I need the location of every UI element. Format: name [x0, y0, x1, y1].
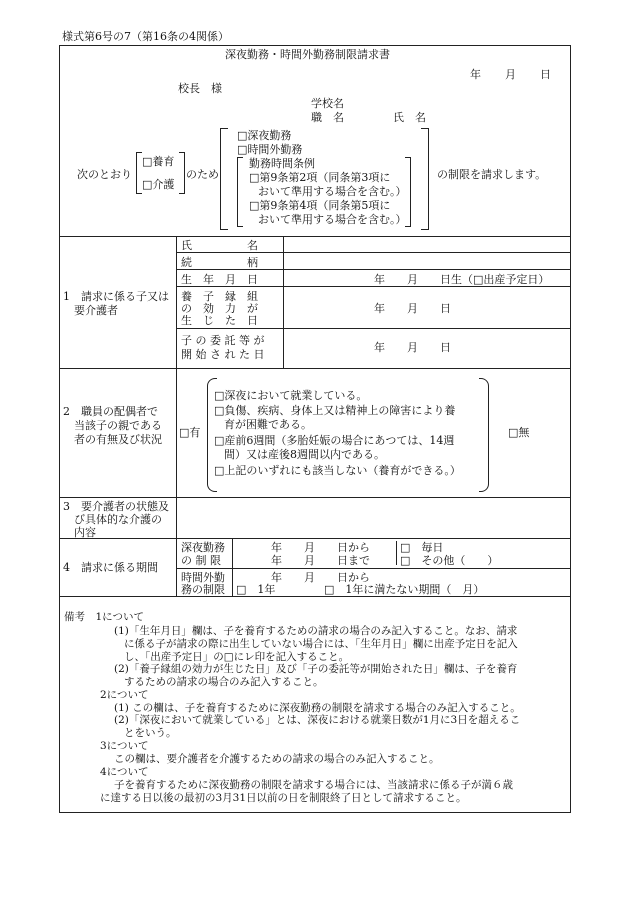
form-title: 深夜勤務・時間外勤務制限請求書: [225, 48, 390, 61]
request-suffix: の制限を請求します。: [437, 168, 547, 181]
column-divider: [283, 236, 284, 368]
condition-none[interactable]: □上記のいずれにも該当しない（養育ができる。）: [214, 464, 461, 477]
night-limit-label: 深夜勤務: [181, 541, 225, 554]
notes-heading-4: 4について: [100, 766, 149, 778]
divider: [176, 269, 571, 270]
option-overtime[interactable]: □時間外勤務: [237, 143, 303, 156]
condition-maternity-2: 間）又は産後8週間以内である。: [224, 448, 385, 461]
condition-maternity[interactable]: □産前6週間（多胎妊娠の場合にあつては、14週: [214, 434, 455, 447]
note-1-2-b: するための請求の場合のみ記入すること。: [124, 676, 324, 688]
option-night[interactable]: □深夜勤務: [237, 129, 292, 142]
overtime-limit-label: 時間外勤: [181, 571, 225, 584]
night-limit-label-2: の 制 限: [181, 554, 221, 567]
condition-disability-2: 育が困難である。: [224, 418, 312, 431]
every-day-checkbox[interactable]: □ 毎日: [400, 541, 444, 554]
date-day: 日: [540, 68, 551, 81]
option-ordinance: 勤務時間条例: [249, 157, 315, 170]
option-art9-4[interactable]: □第9条第4項（同条第5項に: [249, 199, 391, 212]
less-than-year-checkbox[interactable]: □ 1年に満たない期間（ 月）: [324, 583, 485, 596]
entrust-row-label-2: 開 始 さ れ た 日: [181, 348, 265, 361]
section4-label: 4 請求に係る期間: [63, 561, 158, 574]
note-2-1: (1) この欄は、子を養育するために深夜勤務の制限を請求する場合のみ記入すること。: [114, 702, 521, 714]
section1-label: 1 請求に係る子又は: [63, 290, 169, 303]
night-to-field[interactable]: 年 月 日まで: [271, 554, 370, 567]
one-year-checkbox[interactable]: □ 1年: [236, 583, 276, 596]
section2-label-3: 者の有無及び状況: [74, 433, 162, 446]
for-label: のため: [186, 168, 219, 181]
notes-heading-2: 2について: [100, 689, 149, 701]
notes-heading: 備考 1について: [64, 611, 144, 623]
section1-label-2: 要介護者: [74, 304, 118, 317]
section2-label: 2 職員の配偶者で: [63, 405, 158, 418]
divider: [59, 497, 571, 498]
school-name-label: 学校名: [311, 97, 344, 110]
note-1-1-b: に係る子が請求の際に出生していない場合には、「生年月日」欄に出産予定日を記入: [124, 638, 518, 650]
bracket-left: [237, 157, 243, 227]
section3-label-2: び具体的な介護の: [74, 513, 162, 526]
spouse-yes-checkbox[interactable]: □有: [179, 426, 201, 439]
check-nursing[interactable]: □介護: [142, 178, 175, 191]
intro-prefix: 次のとおり: [77, 168, 132, 181]
note-3: この欄は、要介護者を介護するための請求の場合のみ記入すること。: [114, 753, 440, 765]
birth-row-label: 生 年 月 日: [181, 273, 258, 286]
condition-disability[interactable]: □負傷、疾病、身体上又は精神上の障害により養: [214, 404, 456, 417]
position-label: 職 名: [311, 111, 344, 124]
birth-date-field[interactable]: 年 月 日生（□出産予定日）: [374, 273, 550, 286]
note-2-2-b: とをいう。: [124, 727, 177, 739]
bracket-right: [479, 378, 489, 492]
divider: [59, 538, 571, 539]
date-year: 年: [470, 68, 481, 81]
divider: [59, 596, 571, 597]
adoption-date-field[interactable]: 年 月 日: [374, 302, 451, 315]
entrust-date-field[interactable]: 年 月 日: [374, 341, 451, 354]
overtime-from-field[interactable]: 年 月 日から: [271, 571, 370, 584]
other-checkbox[interactable]: □ その他（ ）: [400, 554, 499, 567]
name-row-label: 氏 名: [181, 239, 258, 252]
divider: [59, 236, 571, 237]
overtime-limit-label-2: 務の制限: [181, 583, 225, 596]
bracket-right: [405, 157, 411, 227]
divider: [176, 252, 571, 253]
column-divider: [232, 538, 233, 596]
form-number: 様式第6号の7（第16条の4関係）: [62, 30, 229, 43]
option-art9-2-note: おいて準用する場合を含む。）: [258, 185, 407, 198]
divider: [176, 568, 571, 569]
section3-label-3: 内容: [74, 526, 96, 539]
option-art9-4-note: おいて準用する場合を含む。）: [258, 213, 407, 226]
adoption-row-label: 養 子 縁 組: [181, 290, 258, 303]
section2-label-2: 当該子の親である: [74, 419, 162, 432]
adoption-row-label-3: 生 じ た 日: [181, 314, 258, 327]
addressee: 校長 様: [178, 82, 222, 95]
notes-heading-3: 3について: [100, 740, 149, 752]
note-1-2: (2)「養子縁組の効力が生じた日」及び「子の委託等が開始された日」欄は、子を養育: [114, 663, 518, 675]
spouse-no-checkbox[interactable]: □無: [508, 426, 530, 439]
note-2-2: (2)「深夜において就業している」とは、深夜における就業日数が1月に3日を超えるこ: [114, 714, 521, 726]
option-art9-2[interactable]: □第9条第2項（同条第3項に: [249, 171, 391, 184]
note-4-b: に達する日以後の最初の3月31日以前の日を制限終了日として請求すること。: [100, 792, 467, 804]
column-divider: [176, 236, 177, 596]
entrust-row-label: 子 の 委 託 等 が: [181, 334, 265, 347]
divider: [59, 368, 571, 369]
night-from-field[interactable]: 年 月 日から: [271, 541, 370, 554]
divider: [176, 328, 571, 329]
bracket-left: [220, 128, 228, 230]
divider: [176, 286, 571, 287]
note-1-1: (1)「生年月日」欄は、子を養育するための請求の場合のみ記入すること。なお、請求: [114, 625, 518, 637]
condition-night-work[interactable]: □深夜において就業している。: [214, 389, 368, 402]
column-divider: [396, 541, 397, 565]
note-4: 子を養育するために深夜勤務の制限を請求する場合には、当該請求に係る子が満６歳: [114, 779, 513, 791]
date-month: 月: [505, 68, 516, 81]
note-1-1-c: し、「出産予定日」の□にレ印を記入すること。: [124, 651, 350, 663]
section3-label: 3 要介護者の状態及: [63, 500, 169, 513]
check-childcare[interactable]: □養育: [142, 155, 175, 168]
adoption-row-label-2: の 効 力 が: [181, 302, 258, 315]
bracket-right: [421, 128, 429, 230]
name-label: 氏 名: [393, 111, 426, 124]
relation-row-label: 続 柄: [181, 256, 258, 269]
bracket-right: [179, 152, 185, 194]
